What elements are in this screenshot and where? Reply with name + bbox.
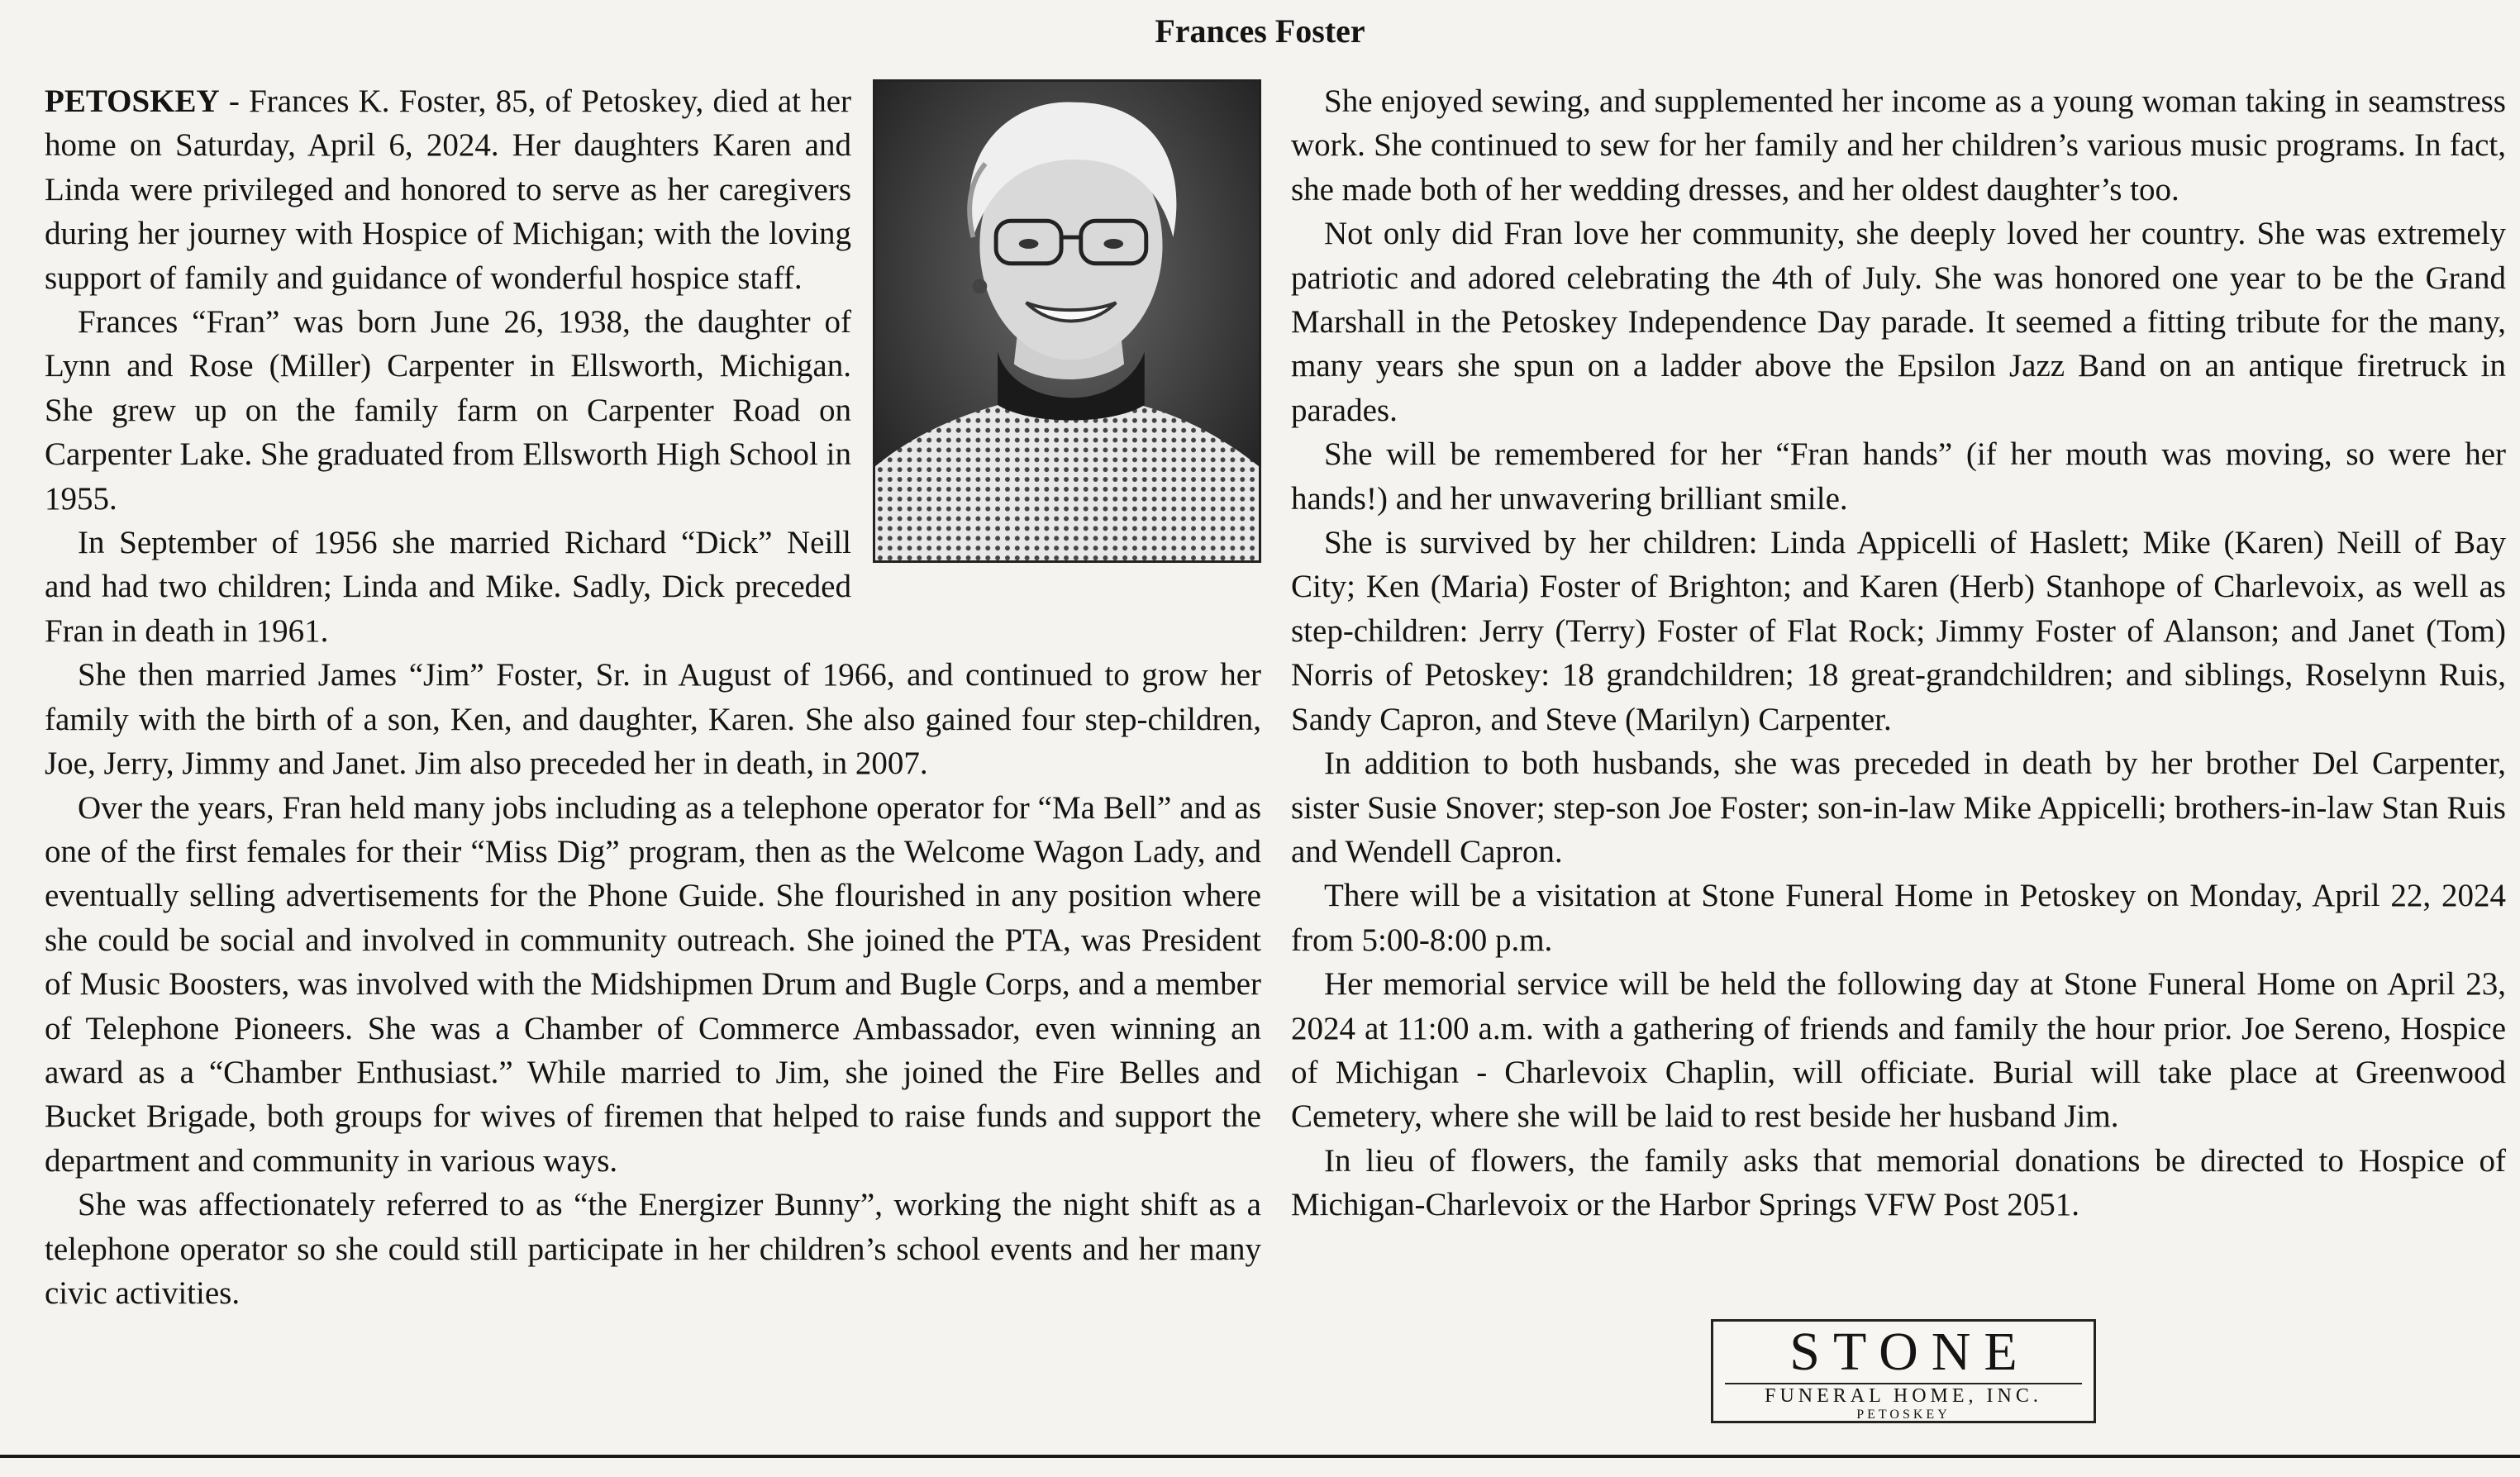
logo-name: STONE (1789, 1322, 2031, 1382)
paragraph-9: She will be remembered for her “Fran hands” (if her mouth was moving, so were her hands!) and her unwavering brilliant smile. (1291, 436, 2506, 517)
right-column (1291, 79, 2506, 1227)
left-column (45, 79, 1261, 1315)
paragraph-1-text: - Frances K. Foster, 85, of Petoskey, died at her home on Saturday, April 6, 2024. Her daughters Karen and Linda were privileged and honored to serve as her caregivers during her journey with Hospice of Michigan; with the loving support of family and guidance of wonderful hospice staff. (45, 83, 851, 296)
obituary-title: Frances Foster (1155, 12, 1365, 50)
paragraph-14: In lieu of flowers, the family asks that memorial donations be directed to Hospice of Michigan-Charlevoix or the Harbor Springs VFW Post 2051. (1291, 1142, 2506, 1223)
paragraph-6: She was affectionately referred to as “the Energizer Bunny”, working the night shift as a telephone operator so she could still participate in her children’s school events and her many civic activities. (45, 1187, 1261, 1311)
paragraph-8: Not only did Fran love her community, she deeply loved her country. She was extremely patriotic and adored celebrating the 4th of July. She was honored one year to be the Grand Marshall in the Petoskey Independence Day parade. It seemed a fitting tribute for the many, many years she spun on a ladder above the Epsilon Jazz Band on an antique firetruck in parades. (1291, 216, 2506, 428)
paragraph-2: Frances “Fran” was born June 26, 1938, the daughter of Lynn and Rose (Miller) Carpenter in Ellsworth, Michigan. She grew up on the family farm on Carpenter Road on Carpenter Lake. She graduated from Ellsworth High School in 1955. (45, 304, 851, 517)
paragraph-7: She enjoyed sewing, and supplemented her income as a young woman taking in seamstress work. She continued to sew for her family and her children’s various music programs. In fact, she made both of her wedding dresses, and her oldest daughter’s too. (1291, 83, 2506, 207)
paragraph-11: In addition to both husbands, she was preceded in death by her brother Del Carpenter, sister Susie Snover; step-son Joe Foster; son-in-law Mike Appicelli; brothers-in-law Stan Ruis and Wendell Capron. (1291, 746, 2506, 870)
paragraph-4: She then married James “Jim” Foster, Sr. in August of 1966, and continued to grow her family with the birth of a son, Ken, and daughter, Karen. She also gained four step-children, Joe, Jerry, Jimmy and Janet. Jim also preceded her in death, in 2007. (45, 657, 1261, 782)
portrait-image (875, 82, 1259, 560)
logo-subtitle: FUNERAL HOME, INC. (1765, 1385, 2042, 1407)
dateline: PETOSKEY (45, 83, 220, 119)
page-bottom-rule (0, 1455, 2520, 1458)
logo-location: PETOSKEY (1856, 1408, 1951, 1422)
portrait-photo (873, 79, 1261, 563)
paragraph-5: Over the years, Fran held many jobs including as a telephone operator for “Ma Bell” and as one of the first females for their “Miss Dig” program, then as the Welcome Wagon Lady, and eventually selling advertisements for the Phone Guide. She flourished in any position where she could be social and involved in community outreach. She joined the PTA, was President of Music Boosters, was involved with the Midshipmen Drum and Bugle Corps, and a member of Telephone Pioneers. She was a Chamber of Commerce Ambassador, even winning an award as a “Chamber Enthusiast.” While married to Jim, she joined the Fire Belles and Bucket Brigade, both groups for wives of firemen that helped to raise funds and support the department and community in various ways. (45, 789, 1261, 1179)
paragraph-3: In September of 1956 she married Richard “Dick” Neill and had two children; Linda and Mike. Sadly, Dick preceded Fran in death in 1961. (45, 525, 851, 649)
paragraph-13: Her memorial service will be held the following day at Stone Funeral Home on April 23, 2024 at 11:00 a.m. with a gathering of friends and family the hour prior. Joe Sereno, Hospice of Michigan - Charlevoix Chaplin, will officiate. Burial will take place at Greenwood Cemetery, where she will be laid to rest beside her husband Jim. (1291, 966, 2506, 1135)
funeral-home-logo (1711, 1319, 2096, 1423)
paragraph-10: She is survived by her children: Linda Appicelli of Haslett; Mike (Karen) Neill of Bay City; Ken (Maria) Foster of Brighton; and Karen (Herb) Stanhope of Charlevoix, as well as step-children: Jerry (Terry) Foster of Flat Rock; Jimmy Foster of Alanson; and Janet (Tom) Norris of Petoskey: 18 grandchildren; 18 great-grandchildren; and siblings, Roselynn Ruis, Sandy Capron, and Steve (Marilyn) Carpenter. (1291, 525, 2506, 737)
paragraph-12: There will be a visitation at Stone Funeral Home in Petoskey on Monday, April 22, 2024 from 5:00-8:00 p.m. (1291, 878, 2506, 958)
